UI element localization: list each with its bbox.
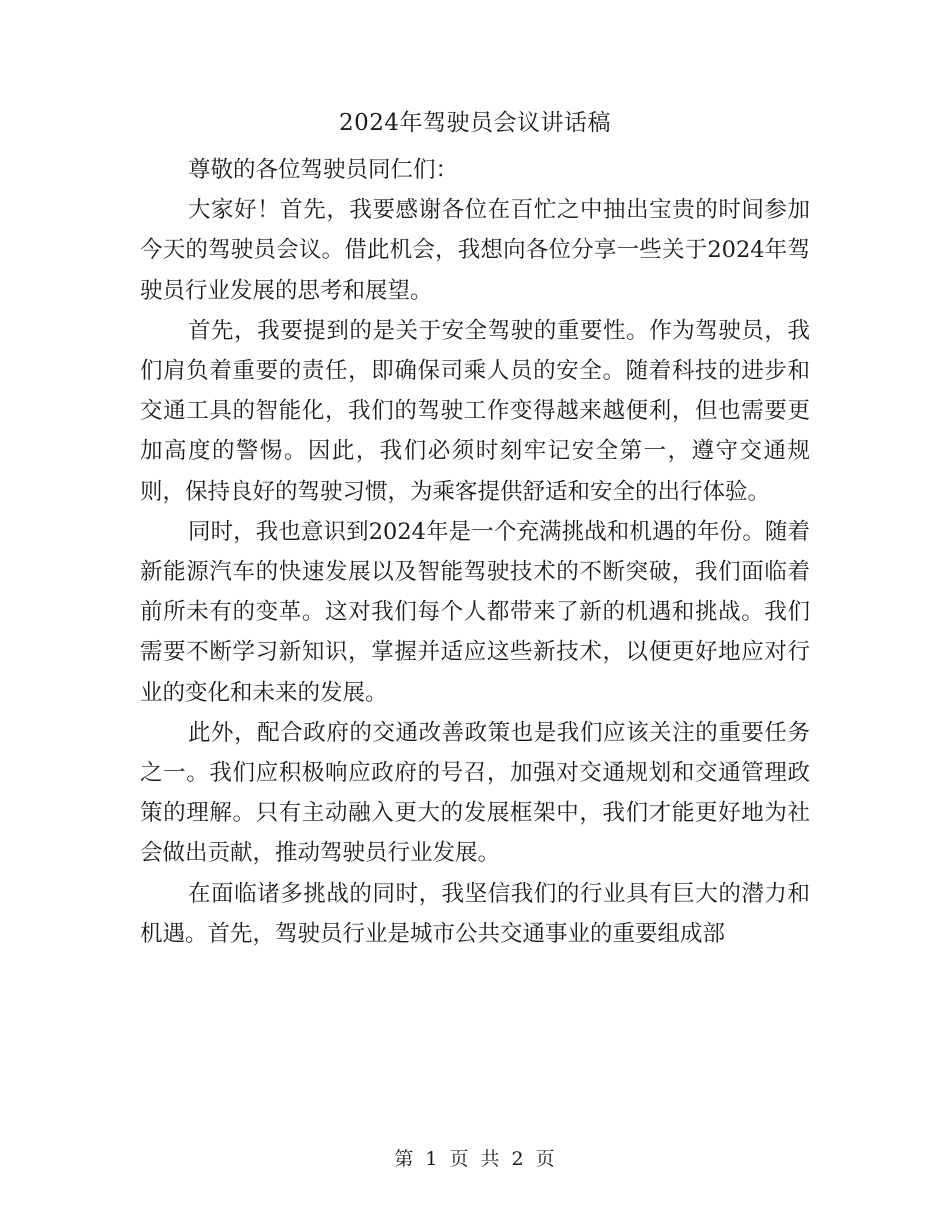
paragraph-challenges: 同时，我也意识到2024年是一个充满挑战和机遇的年份。随着新能源汽车的快速发展以及智能驾驶技术的不断突破，我们面临着前所未有的变革。这对我们每个人都带来了新的机遇和挑战。我们需要不断学习新知识，掌握并适应这些新技术，以便更好地应对行业的变化和未来的发展。 bbox=[140, 518, 810, 706]
paragraph-potential: 在面临诸多挑战的同时，我坚信我们的行业具有巨大的潜力和机遇。首先，驾驶员行业是城市公共交通事业的重要组成部 bbox=[140, 880, 810, 947]
paragraph-policy: 此外，配合政府的交通改善政策也是我们应该关注的重要任务之一。我们应积极响应政府的号召，加强对交通规划和交通管理政策的理解。只有主动融入更大的发展框架中，我们才能更好地为社会做出贡献，推动驾驶员行业发展。 bbox=[140, 719, 810, 867]
document-body bbox=[140, 150, 810, 954]
document-title: 2024年驾驶员会议讲话稿 bbox=[338, 110, 612, 136]
page-number-footer: 第 1 页 共 2 页 bbox=[394, 1148, 556, 1170]
salutation: 尊敬的各位驾驶员同仁们： bbox=[188, 157, 459, 183]
paragraph-safety: 首先，我要提到的是关于安全驾驶的重要性。作为驾驶员，我们肩负着重要的责任，即确保司乘人员的安全。随着科技的进步和交通工具的智能化，我们的驾驶工作变得越来越便利，但也需要更加高度的警惕。因此，我们必须时刻牢记安全第一，遵守交通规则，保持良好的驾驶习惯，为乘客提供舒适和安全的出行体验。 bbox=[140, 317, 810, 505]
paragraph-greeting: 大家好！首先，我要感谢各位在百忙之中抽出宝贵的时间参加今天的驾驶员会议。借此机会，我想向各位分享一些关于2024年驾驶员行业发展的思考和展望。 bbox=[140, 197, 810, 304]
